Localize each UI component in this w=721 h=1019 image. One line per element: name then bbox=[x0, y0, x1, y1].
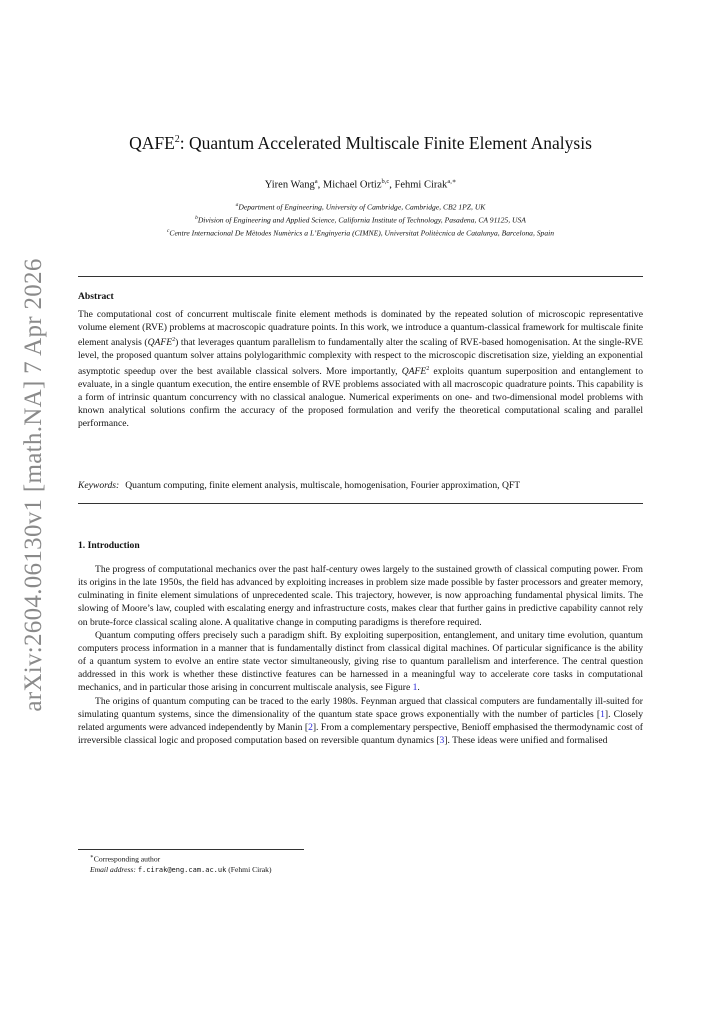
arxiv-sidebar bbox=[14, 258, 54, 712]
qafe-superscript: 2 bbox=[172, 337, 176, 344]
paragraph-text: . bbox=[417, 682, 420, 694]
citation-link[interactable]: 3 bbox=[439, 735, 445, 747]
footnote bbox=[90, 852, 271, 875]
title-superscript: 2 bbox=[174, 134, 180, 146]
affiliation bbox=[78, 200, 643, 213]
paragraph-text: ]. From a complementary perspective, Benioff emphasised the thermodynamic cost of irreversible classical logic and proposed computation based on reversible quantum dynamics [ bbox=[78, 721, 643, 747]
title-rest: : Quantum Accelerated Multiscale Finite Element Analysis bbox=[179, 133, 592, 153]
paragraph bbox=[78, 629, 643, 695]
affiliation-text: Division of Engineering and Applied Science, California Institute of Technology, Pasadena, CA 91125, USA bbox=[197, 215, 526, 225]
email-label: Email address: bbox=[90, 864, 136, 874]
title-acronym: QAFE bbox=[129, 133, 175, 153]
abstract-text-part: ) that leverages quantum parallelism to fundamentally alter the scaling of RVE-based homogenisation. At the single-RVE level, the proposed quantum solver attains polylogarithmic complexity with respect to the microscopic discretisation size, yielding an exponential asymptotic speedup over the best available classical solvers. More importantly, bbox=[78, 337, 643, 377]
affiliation-mark: b bbox=[195, 215, 198, 222]
author-list: Yiren Wang$^a$, Michael Ortiz$^{b,c}$, Fehmi Cirak$^{a,∗}$ bbox=[264, 178, 457, 191]
citation-link[interactable]: 2 bbox=[308, 721, 313, 733]
keywords bbox=[78, 480, 643, 491]
paragraph bbox=[78, 695, 643, 748]
affiliation-mark: a bbox=[235, 202, 239, 208]
affiliation-text: Centre Internacional De Mètodes Numèrics a L’Enginyeria (CIMNE), Universitat Politècnica de Catalunya, Barcelona, Spain bbox=[169, 229, 555, 238]
figure-reference-link[interactable]: 1 bbox=[412, 682, 418, 694]
qafe-superscript: 2 bbox=[426, 365, 430, 372]
paragraph-text: ]. These ideas were unified and formalised bbox=[444, 735, 608, 747]
section-heading-introduction: 1. Introduction bbox=[78, 540, 140, 551]
affiliation-text: Department of Engineering, University of Cambridge, Cambridge, CB2 1PZ, UK bbox=[238, 202, 486, 212]
affiliation-list bbox=[78, 200, 643, 240]
email-address[interactable]: f.cirak@eng.cam.ac.uk bbox=[137, 865, 227, 874]
arxiv-identifier: arXiv:2604.06130v1 [math.NA] 7 Apr 2026 bbox=[20, 258, 47, 712]
qafe-acronym: QAFE bbox=[401, 365, 427, 377]
citation-link[interactable]: 1 bbox=[600, 708, 605, 720]
affiliation-mark: c bbox=[166, 228, 170, 235]
abstract-text-part: The computational cost of concurrent multiscale finite element methods is dominated by the repeated solution of microscopic representative volume element (RVE) problems at macroscopic quadrature points. In this work, we introduce a quantum-classical framework for multiscale finite element analysis ( bbox=[78, 309, 643, 349]
paper-title bbox=[78, 133, 643, 154]
qafe-acronym: QAFE bbox=[147, 337, 173, 349]
abstract-top-rule bbox=[78, 276, 643, 277]
footnote-rule bbox=[78, 849, 304, 850]
abstract-body bbox=[78, 308, 643, 430]
corresponding-author-note bbox=[90, 852, 271, 865]
footnote-mark: ∗ bbox=[90, 854, 94, 860]
author-name: Yiren Wang bbox=[264, 179, 315, 191]
author-affil-mark: a bbox=[314, 178, 318, 185]
affiliation bbox=[78, 226, 643, 239]
corresponding-author-label: Corresponding author bbox=[93, 854, 161, 864]
affiliation bbox=[78, 213, 643, 226]
abstract-bottom-rule bbox=[78, 503, 643, 504]
paragraph: The progress of computational mechanics over the past half-century owes largely to the sustained growth of classical computing power. From its origins in the late 1950s, the field has advanced by exploiting increases in problem size made possible by faster processors and greater memory, culminating in finite element simulations of unprecedented scale. This trajectory, however, is now approaching fundamental physical limits. The slowing of Moore’s law, coupled with escalating energy and infrastructure costs, makes clear that further gains in predictive capability cannot rely on brute-force classical scaling alone. A qualitative change in computing paradigms is therefore required. bbox=[78, 564, 643, 628]
paragraph-text: Quantum computing offers precisely such a paradigm shift. By exploiting superposition, entanglement, and unitary time evolution, quantum computers process information in a manner that is fundamentally distinct from classical digital machines. Of particular significance is the ability of a quantum system to evolve an entire state vector simultaneously, giving rise to quantum parallelism and interference. The central question addressed in this work is whether these distinctive features can be harnessed in a meaningful way to accelerate core tasks in computational mechanics, and in particular those arising in concurrent multiscale analysis, see Figure bbox=[78, 629, 643, 694]
author-affil-mark: b,c bbox=[381, 178, 390, 185]
abstract-heading: Abstract bbox=[78, 291, 114, 302]
email-owner: (Fehmi Cirak) bbox=[228, 864, 272, 874]
abstract-text-part: exploits quantum superposition and entanglement to evaluate, in a single quantum execution, the entire ensemble of RVE problems associated with all macroscopic quadrature points. This capability is a form of intrinsic quantum concurrency with no classical analogue. Numerical experiments on one- and two-dimensional model problems with known analytical solutions confirm the accuracy of the proposed formulation and verify the theoretical computational scaling and parallel performance. bbox=[78, 365, 643, 430]
paragraph-text: The origins of quantum computing can be traced to the early 1980s. Feynman argued that classical computers are fundamentally ill-suited for simulating quantum systems, since the dimensionality of the quantum state space grows exponentially with the number of particles [ bbox=[78, 695, 643, 720]
author-name: Michael Ortiz bbox=[322, 179, 382, 191]
author-affil-mark: a,∗ bbox=[447, 178, 457, 185]
keywords-label: Keywords: bbox=[78, 480, 120, 491]
keywords-text: Quantum computing, finite element analysis, multiscale, homogenisation, Fourier approximation, QFT bbox=[125, 480, 521, 491]
author-name: Fehmi Cirak bbox=[394, 179, 448, 191]
introduction-body bbox=[78, 563, 643, 747]
email-note bbox=[90, 865, 271, 875]
paragraph-text: ]. Closely related arguments were advanced independently by Manin [ bbox=[78, 708, 643, 733]
